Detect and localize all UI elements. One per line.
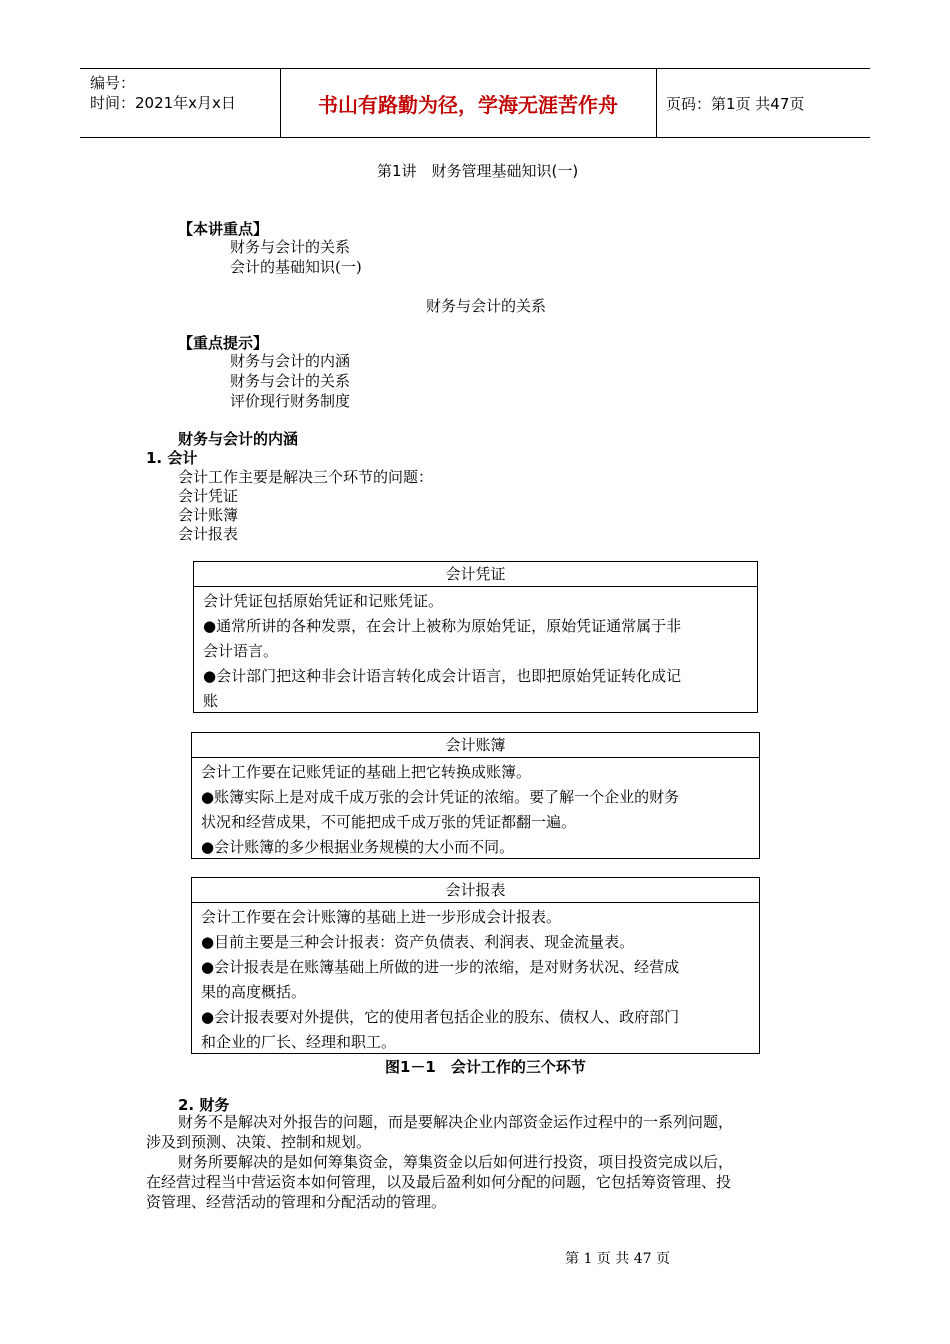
subsection-title: 财务与会计的内涵 <box>178 430 299 448</box>
box-line: 会计工作要在会计账簿的基础上进一步形成会计报表。 <box>201 908 562 926</box>
box-line: 状况和经营成果，不可能把成千成万张的凭证都翻一遍。 <box>201 813 577 831</box>
box-line: 账 <box>203 692 219 710</box>
accounting-heading: 1. 会计 <box>146 449 198 467</box>
accounting-line: 会计工作主要是解决三个环节的问题： <box>178 468 434 486</box>
finance-paragraph-line: 财务不是解决对外报告的问题，而是要解决企业内部资金运作过程中的一系列问题， <box>178 1113 734 1131</box>
key-point-item: 财务与会计的关系 <box>230 238 351 256</box>
number-label: 编号： <box>90 74 136 92</box>
finance-paragraph-line: 在经营过程当中营运资本如何管理，以及最后盈利如何分配的问题，它包括筹资管理、投 <box>146 1173 732 1191</box>
report-box <box>191 877 760 1054</box>
box-body <box>192 758 759 860</box>
finance-paragraph-line: 财务所要解决的是如何筹集资金，筹集资金以后如何进行投资，项目投资完成以后， <box>178 1153 734 1171</box>
finance-heading: 2. 财务 <box>178 1096 230 1114</box>
tip-item: 评价现行财务制度 <box>230 392 351 410</box>
box-body <box>192 903 759 1055</box>
key-points-heading: 【本讲重点】 <box>178 220 269 238</box>
box-line: 会计凭证包括原始凭证和记账凭证。 <box>203 592 444 610</box>
header-meta <box>90 73 236 113</box>
tip-item: 财务与会计的关系 <box>230 372 351 390</box>
header-divider <box>656 69 657 137</box>
box-line: ●会计报表是在账簿基础上所做的进一步的浓缩，是对财务状况、经营成 <box>201 958 680 976</box>
header-motto: 书山有路勤为径，学海无涯苦作舟 <box>318 92 618 117</box>
time-label: 时间：2021年x月x日 <box>90 94 236 112</box>
document-header <box>80 68 870 138</box>
lecture-title: 第1讲 财务管理基础知识(一) <box>377 162 579 180</box>
figure-caption: 图1－1 会计工作的三个环节 <box>385 1058 586 1076</box>
box-line: ●会计报表要对外提供，它的使用者包括企业的股东、债权人、政府部门 <box>201 1008 680 1026</box>
box-line: 和企业的厂长、经理和职工。 <box>201 1033 397 1051</box>
voucher-box <box>193 561 758 713</box>
box-line: 果的高度概括。 <box>201 983 307 1001</box>
finance-paragraph-line: 涉及到预测、决策、控制和规划。 <box>146 1133 372 1151</box>
box-line: ●会计部门把这种非会计语言转化成会计语言，也即把原始凭证转化成记 <box>203 667 682 685</box>
box-line: 会计语言。 <box>203 642 279 660</box>
section-title: 财务与会计的关系 <box>426 297 547 315</box>
finance-paragraph-line: 资管理、经营活动的管理和分配活动的管理。 <box>146 1193 447 1211</box>
page-footer: 第 1 页 共 47 页 <box>565 1251 670 1267</box>
ledger-box <box>191 732 760 859</box>
box-body <box>194 587 757 714</box>
page-code: 页码：第1页 共47页 <box>666 95 805 113</box>
box-title: 会计账簿 <box>192 733 759 758</box>
tips-heading: 【重点提示】 <box>178 334 269 352</box>
accounting-line: 会计报表 <box>178 525 239 543</box>
box-line: ●账簿实际上是对成千成万张的会计凭证的浓缩。要了解一个企业的财务 <box>201 788 680 806</box>
accounting-line: 会计账簿 <box>178 506 239 524</box>
accounting-line: 会计凭证 <box>178 487 239 505</box>
box-line: ●通常所讲的各种发票，在会计上被称为原始凭证，原始凭证通常属于非 <box>203 617 682 635</box>
box-title: 会计报表 <box>192 878 759 903</box>
box-line: ●会计账簿的多少根据业务规模的大小而不同。 <box>201 838 515 856</box>
box-line: 会计工作要在记账凭证的基础上把它转换成账簿。 <box>201 763 532 781</box>
tip-item: 财务与会计的内涵 <box>230 352 351 370</box>
key-point-item: 会计的基础知识(一) <box>230 258 362 276</box>
box-line: ●目前主要是三种会计报表：资产负债表、利润表、现金流量表。 <box>201 933 635 951</box>
box-title: 会计凭证 <box>194 562 757 587</box>
